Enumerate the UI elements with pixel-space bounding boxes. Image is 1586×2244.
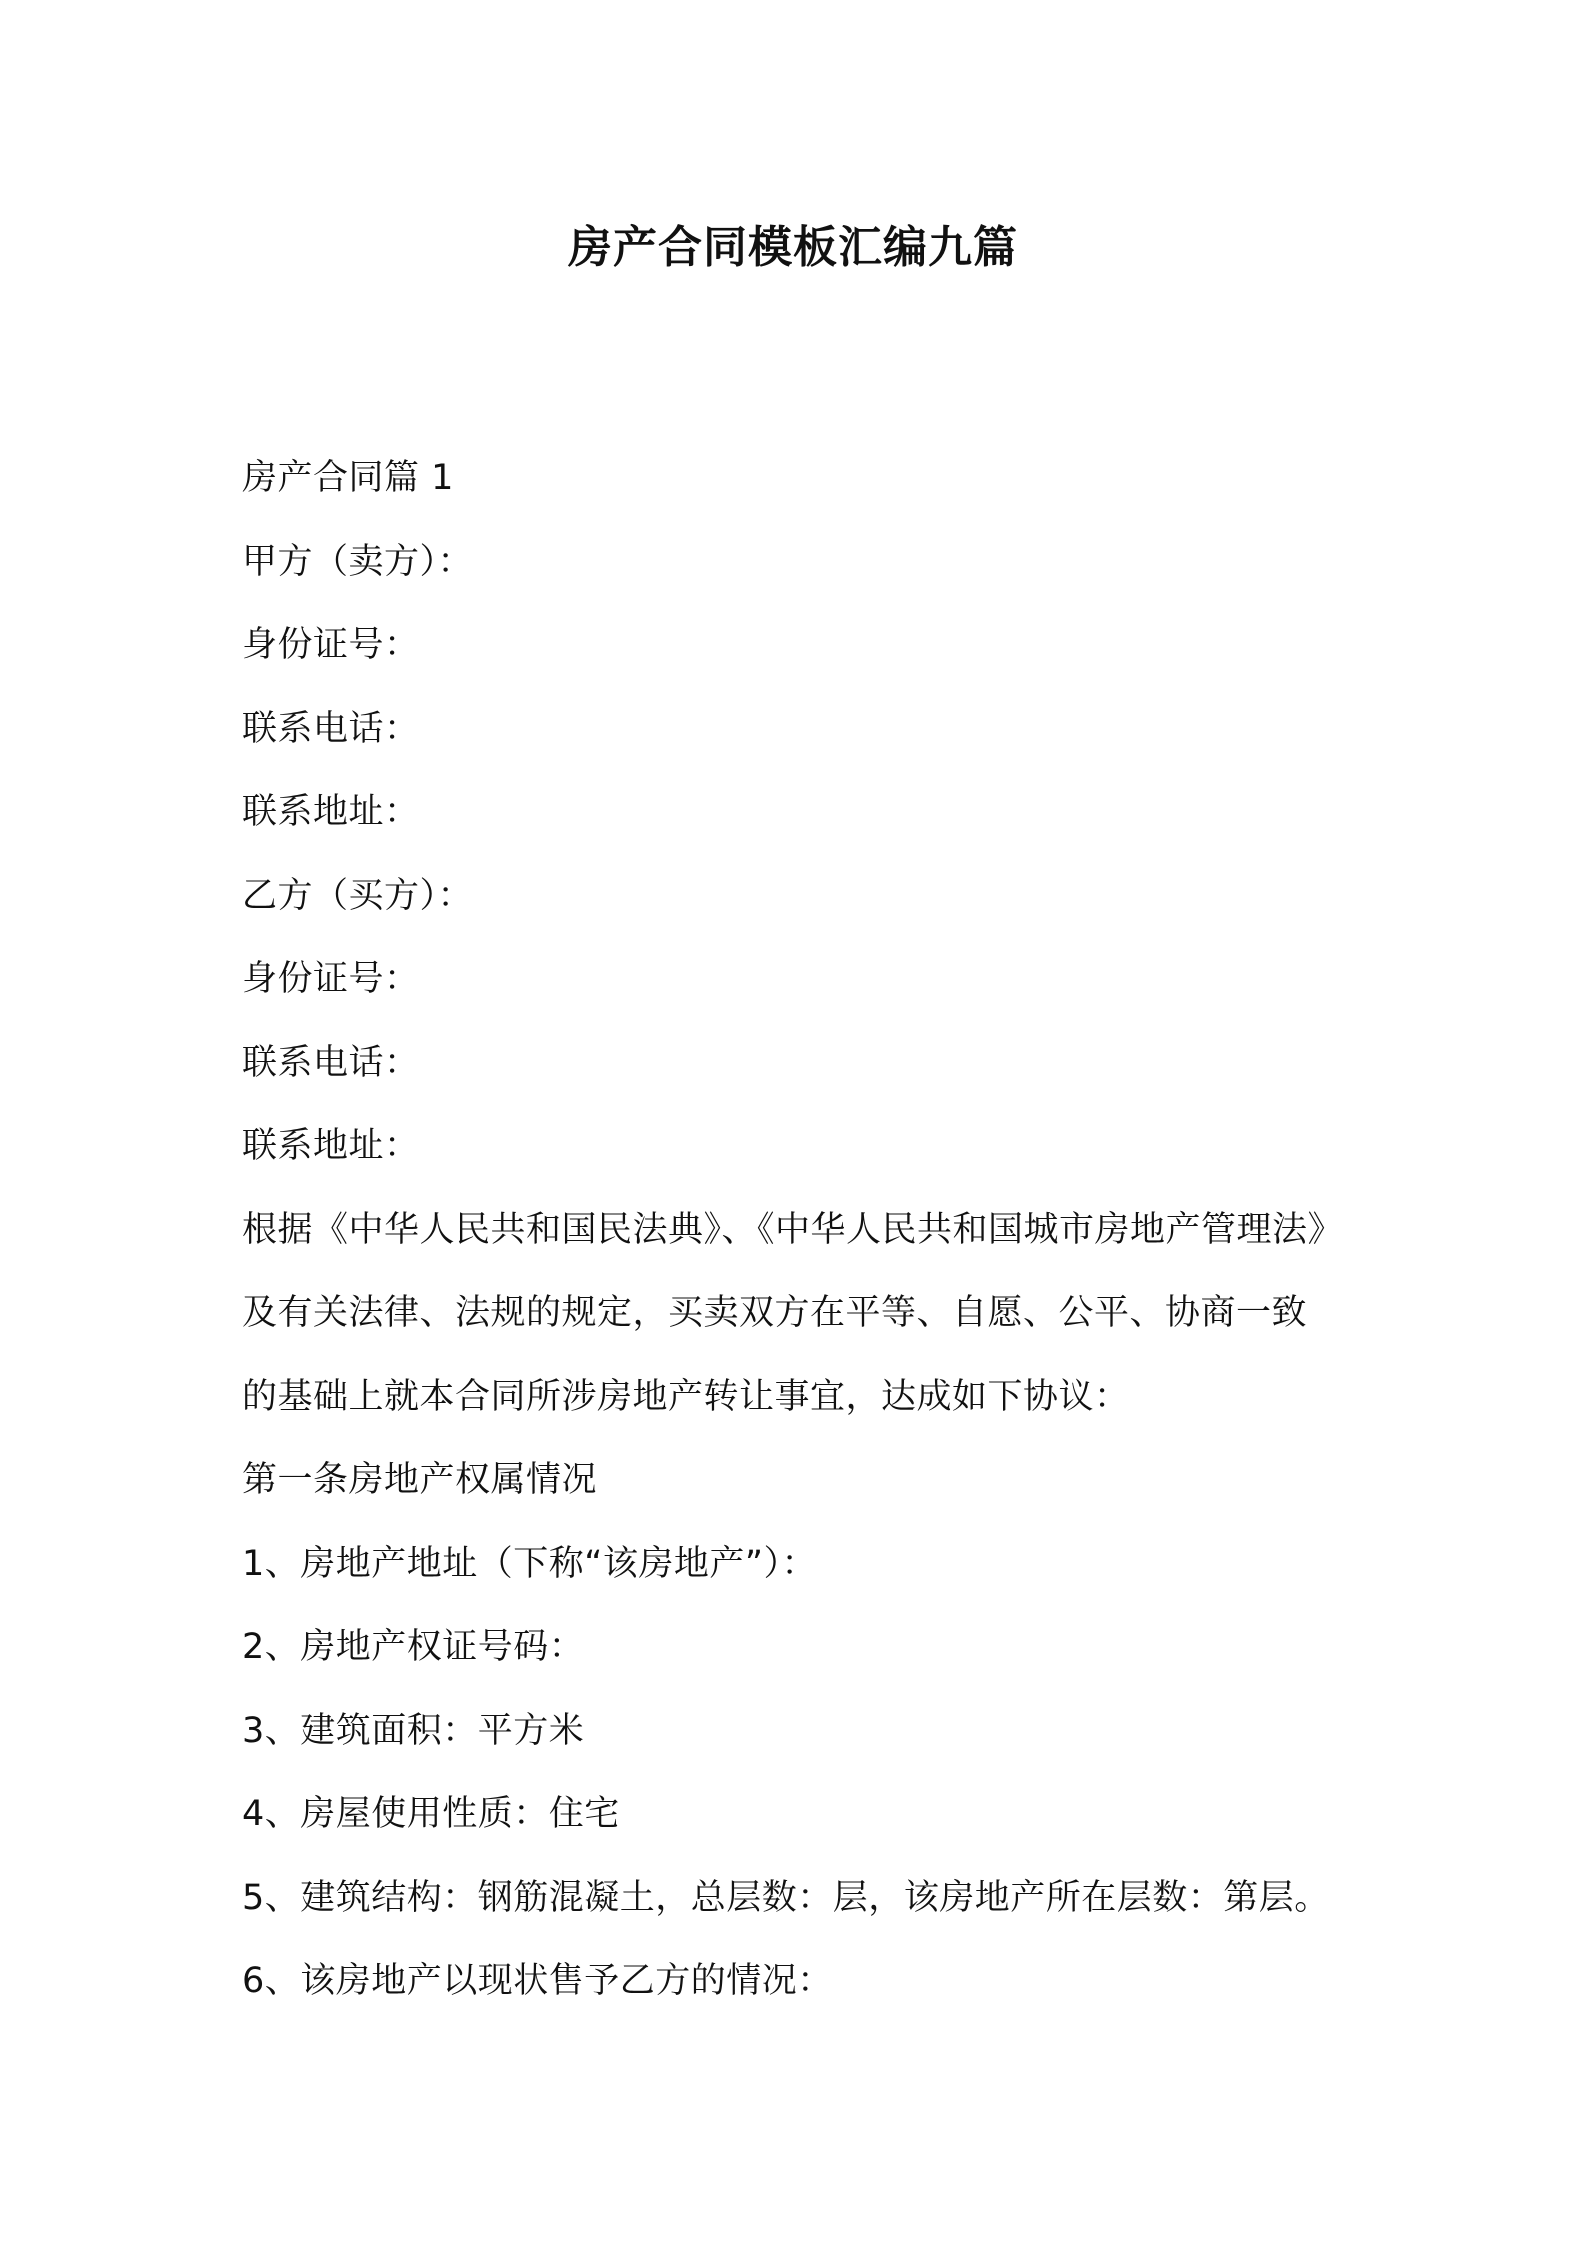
article-heading: 第一条房地产权属情况: [242, 1460, 598, 1500]
party-a-id-number: 身份证号：: [242, 625, 420, 665]
document-title: 房产合同模板汇编九篇: [568, 222, 1018, 273]
clause-item: 3、建筑面积：平方米: [242, 1710, 585, 1751]
clause-item: 4、房屋使用性质：住宅: [242, 1794, 620, 1834]
clause-item: 6、该房地产以现状售予乙方的情况：: [242, 1961, 833, 2001]
clause-item: 1、房地产地址（下称“该房地产”）：: [242, 1543, 818, 1584]
preamble-line: 及有关法律、法规的规定，买卖双方在平等、自愿、公平、协商一致: [242, 1293, 1308, 1333]
section-heading: 房产合同篇 1: [242, 458, 454, 498]
party-b-address: 联系地址：: [242, 1126, 420, 1166]
party-a-phone: 联系电话：: [242, 708, 420, 749]
preamble-line: 根据《中华人民共和国民法典》、《中华人民共和国城市房地产管理法》: [242, 1209, 1344, 1250]
preamble-line: 的基础上就本合同所涉房地产转让事宜，达成如下协议：: [242, 1376, 1130, 1417]
clause-item: 2、房地产权证号码：: [242, 1627, 585, 1667]
clause-item: 5、建筑结构：钢筋混凝土，总层数：层，该房地产所在层数：第层。: [242, 1877, 1330, 1918]
party-b-id-number: 身份证号：: [242, 959, 420, 999]
party-a-label: 甲方（卖方）：: [242, 541, 474, 582]
party-b-phone: 联系电话：: [242, 1042, 420, 1083]
party-a-address: 联系地址：: [242, 792, 420, 832]
document-body: [242, 448, 1392, 2035]
party-b-label: 乙方（买方）：: [242, 875, 474, 916]
